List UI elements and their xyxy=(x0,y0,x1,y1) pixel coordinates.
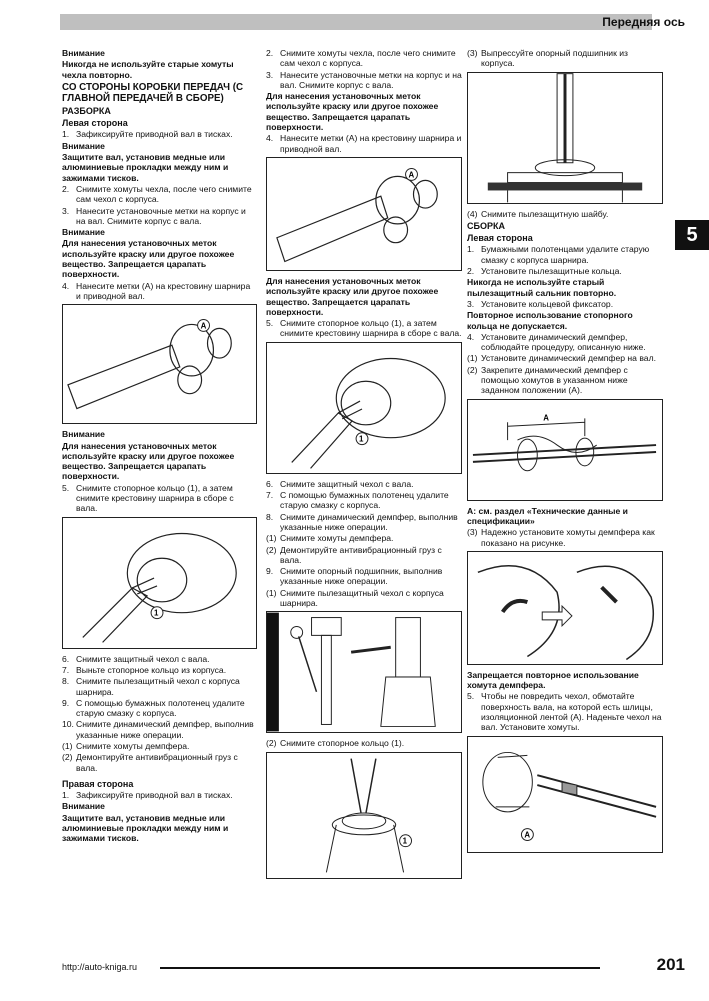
footer-divider xyxy=(160,967,600,969)
warning-text: Для нанесения установочных меток используйте краску или другое похожее вещество. Запрещается царапать поверхности. xyxy=(266,91,439,133)
left-side-heading: Левая сторона xyxy=(467,233,533,244)
section-tab: 5 xyxy=(675,220,709,250)
column-3 xyxy=(467,48,663,858)
boot-tape-drawing xyxy=(468,737,662,852)
list-item: 4. Нанесите метки (А) на крестовину шарнира и приводной вал. xyxy=(266,133,462,154)
figure-dust-cover-removal xyxy=(266,611,462,733)
list-item: 9. С помощью бумажных полотенец удалите старую смазку с корпуса. xyxy=(62,697,245,719)
bearing-press-drawing xyxy=(468,73,662,203)
header-bar xyxy=(60,14,652,30)
list-item: 1. Зафиксируйте приводной вал в тисках. xyxy=(62,129,233,140)
figure-boot-tape xyxy=(467,736,663,853)
warning-text: Для нанесения установочных меток используйте краску или другое похожее вещество. Запрещается царапать поверхности. xyxy=(62,440,235,482)
figure-damper-position xyxy=(467,399,663,501)
list-item: 6. Снимите защитный чехол с вала. xyxy=(62,653,210,664)
list-item: (4) Снимите пылезащитную шайбу. xyxy=(467,208,609,219)
figure-label: A xyxy=(200,321,207,331)
list-item: (3) Надежно установите хомуты демпфера как показано на рисунке. xyxy=(467,527,655,548)
snap-ring-drawing xyxy=(267,343,461,473)
list-item: (1) Снимите хомуты демпфера. xyxy=(266,533,394,544)
list-item: 7. Выньте стопорное кольцо из корпуса. xyxy=(62,664,227,675)
snap-ring-pliers-drawing xyxy=(267,753,461,878)
figure-joint-marks xyxy=(62,304,257,424)
list-item: 3. Нанесите установочные метки на корпус и на вал. Снимите корпус с вала. xyxy=(266,69,462,90)
page-number: 201 xyxy=(656,955,685,974)
list-item: (1) Установите динамический демпфер на вал. xyxy=(467,353,656,364)
list-item: (2) Демонтируйте антивибрационный груз с вала. xyxy=(266,544,442,565)
figure-label: A xyxy=(524,830,531,840)
joint-marks-drawing xyxy=(63,305,256,423)
list-item: 4. Установите динамический демпфер, соблюдайте процедуру, описанную ниже. xyxy=(467,331,646,353)
left-side-heading: Левая сторона xyxy=(62,118,128,129)
figure-label: A xyxy=(408,170,415,180)
warning-text: Никогда не используйте старые хомуты чехла повторно. xyxy=(62,59,234,80)
subheading: СБОРКА xyxy=(467,220,505,231)
list-item: 7. С помощью бумажных полотенец удалите старую смазку с корпуса. xyxy=(266,490,449,511)
right-side-heading: Правая сторона xyxy=(62,778,134,789)
snap-ring-drawing xyxy=(63,518,256,648)
list-item: 1. Бумажными полотенцами удалите старую смазку с корпуса шарнира. xyxy=(467,244,650,265)
column-2 xyxy=(266,48,462,884)
list-item: (3) Выпрессуйте опорный подшипник из корпуса. xyxy=(467,48,628,69)
figure-label: A xyxy=(543,412,549,422)
warning-text: Повторное использование стопорного кольца не допускается. xyxy=(467,310,633,331)
warning-text: Для нанесения установочных меток используйте краску или другое похожее вещество. Запрещается царапать поверхности. xyxy=(62,238,235,280)
list-item: 3. Нанесите установочные метки на корпус и на вал. Снимите корпус с вала. xyxy=(62,205,246,226)
subheading: РАЗБОРКА xyxy=(62,105,111,116)
list-item: (1) Снимите пылезащитный чехол с корпуса шарнира. xyxy=(266,587,444,609)
list-item: 8. Снимите пылезащитный чехол с корпуса шарнира. xyxy=(62,676,240,697)
warning-title: Внимание xyxy=(62,227,105,238)
figure-label: 1 xyxy=(154,608,159,618)
list-item: (2) Снимите стопорное кольцо (1). xyxy=(266,738,405,749)
joint-marks-drawing xyxy=(267,158,461,270)
warning-text: Защитите вал, установив медные или алюминиевые прокладки между ним и зажимами тисков. xyxy=(62,812,229,844)
list-item: 4. Нанесите метки (А) на крестовину шарнира и приводной вал. xyxy=(62,280,251,301)
warning-text: Запрещается повторное использование хомута демпфера. xyxy=(467,669,639,691)
warning-text: Для нанесения установочных меток используйте краску или другое похожее вещество. Запрещается царапать поверхности. xyxy=(266,275,439,317)
page-header-title: Передняя ось xyxy=(602,15,685,29)
dust-cover-drawing xyxy=(267,612,461,732)
column-1 xyxy=(62,48,257,845)
list-item: 5. Снимите стопорное кольцо (1), а затем снимите крестовину шарнира в сборе с вала. xyxy=(62,482,234,514)
list-item: 10. Снимите динамический демпфер, выполнив указанные ниже операции. xyxy=(62,719,254,740)
list-item: 6. Снимите защитный чехол с вала. xyxy=(266,478,414,489)
footer-url: http://auto-kniga.ru xyxy=(62,962,138,972)
list-item: 2. Снимите хомуты чехла, после чего снимите сам чехол с корпуса. xyxy=(266,48,456,69)
figure-snap-ring-pliers xyxy=(266,752,462,879)
list-item: (2) Демонтируйте антивибрационный груз с вала. xyxy=(62,752,238,773)
section-heading: СО СТОРОНЫ КОРОБКИ ПЕРЕДАЧ (С ГЛАВНОЙ ПЕРЕДАЧЕЙ В СБОРЕ) xyxy=(62,81,244,104)
warning-title: Внимание xyxy=(62,801,105,812)
figure-caption: А: см. раздел «Технические данные и спецификации» xyxy=(467,505,628,526)
list-item: 8. Снимите динамический демпфер, выполнив указанные ниже операции. xyxy=(266,511,458,532)
warning-text: Защитите вал, установив медные или алюминиевые прокладки между ним и зажимами тисков. xyxy=(62,152,229,183)
warning-text: Никогда не используйте старый пылезащитный сальник повторно. xyxy=(467,277,617,298)
list-item: 5. Чтобы не повредить чехол, обмотайте поверхность вала, на которой есть шлицы, изоляционной лентой (А). Наденьте чехол на вал. Установите хомуты. xyxy=(467,691,662,733)
list-item: 3. Установите кольцевой фиксатор. xyxy=(467,298,614,309)
figure-bearing-press xyxy=(467,72,663,204)
warning-title: Внимание xyxy=(62,48,105,58)
list-item: 1. Зафиксируйте приводной вал в тисках. xyxy=(62,790,233,801)
list-item: 2. Установите пылезащитные кольца. xyxy=(467,266,622,277)
figure-damper-clamp xyxy=(467,551,663,665)
figure-label: 1 xyxy=(402,836,408,846)
list-item: (2) Закрепите динамический демпфер с помощью хомутов в указанном ниже заданном положении (А). xyxy=(467,364,628,396)
warning-title: Внимание xyxy=(62,429,105,440)
warning-title: Внимание xyxy=(62,140,105,151)
list-item: 5. Снимите стопорное кольцо (1), а затем снимите крестовину шарнира в сборе с вала. xyxy=(266,318,462,339)
figure-label: 1 xyxy=(359,434,364,444)
list-item: (1) Снимите хомуты демпфера. xyxy=(62,740,190,751)
figure-joint-marks xyxy=(266,157,462,271)
damper-position-drawing xyxy=(468,400,662,500)
damper-clamp-drawing xyxy=(468,552,662,664)
figure-snap-ring xyxy=(266,342,462,474)
list-item: 2. Снимите хомуты чехла, после чего снимите сам чехол с корпуса. xyxy=(62,183,252,205)
figure-snap-ring xyxy=(62,517,257,649)
list-item: 9. Снимите опорный подшипник, выполнив указанные ниже операции. xyxy=(266,566,443,587)
